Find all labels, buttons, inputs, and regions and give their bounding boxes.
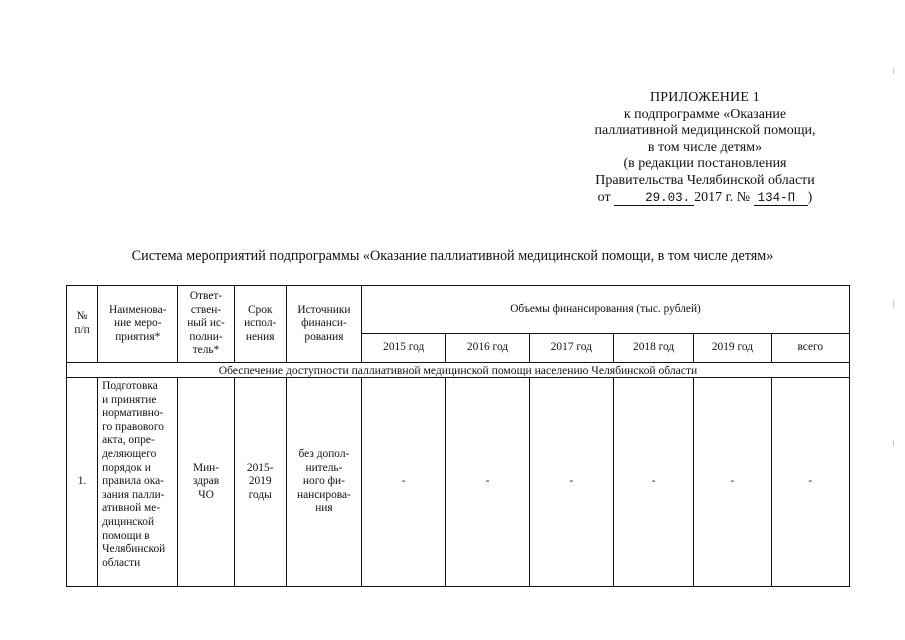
- header-responsible: Ответ- ствен- ный ис- полни- тель*: [178, 286, 234, 363]
- scan-mark: [893, 68, 894, 74]
- row-value-total: -: [771, 378, 849, 587]
- header-no: № п/п: [67, 286, 98, 363]
- appendix-line: (в редакции постановления: [623, 156, 787, 172]
- decree-date: 29.03.: [614, 191, 694, 206]
- document-title: Система мероприятий подпрограммы «Оказание паллиативной медицинской помощи, в том числе детям»: [131, 248, 774, 264]
- header-sources: Источники финанси- рования: [286, 286, 361, 363]
- appendix-line: в том числе детям»: [647, 139, 763, 155]
- decree-year: 2017 г. №: [694, 189, 751, 205]
- row-value-2017: -: [529, 378, 613, 587]
- appendix-line: паллиативной медицинской помощи,: [594, 123, 816, 139]
- header-term: Срок испол- нения: [234, 286, 286, 363]
- row-term: 2015- 2019 годы: [234, 378, 286, 587]
- appendix-date-line: [560, 190, 850, 207]
- header-year: 2018 год: [613, 334, 693, 363]
- section-title: Обеспечение доступности паллиативной медицинской помощи населению Челябинской области: [67, 363, 850, 378]
- row-value-2018: -: [613, 378, 693, 587]
- row-sources: без допол- нитель- ного фи- нансирова- ния: [286, 378, 361, 587]
- header-name: Наименова- ние меро- приятия*: [98, 286, 178, 363]
- header-year: 2016 год: [446, 334, 529, 363]
- header-year: 2017 год: [529, 334, 613, 363]
- date-prefix: от: [597, 189, 611, 205]
- header-total: всего: [771, 334, 849, 363]
- appendix-line: Правительства Челябинской области: [595, 172, 815, 188]
- table-row: [67, 378, 850, 587]
- decree-number: 134-П: [754, 191, 808, 206]
- section-row: [67, 363, 850, 378]
- row-value-2015: -: [362, 378, 446, 587]
- measures-table: [66, 285, 850, 587]
- scan-mark: [893, 300, 894, 308]
- close-paren: ): [807, 189, 813, 205]
- appendix-title: ПРИЛОЖЕНИЕ 1: [649, 90, 761, 105]
- header-row: [67, 286, 850, 334]
- header-year: 2019 год: [694, 334, 771, 363]
- header-funding: Объемы финансирования (тыс. рублей): [362, 286, 850, 334]
- row-value-2016: -: [446, 378, 529, 587]
- header-year: 2015 год: [362, 334, 446, 363]
- scan-mark: [893, 440, 894, 446]
- appendix-line: к подпрограмме «Оказание: [623, 106, 787, 122]
- row-responsible: Мин- здрав ЧО: [178, 378, 234, 587]
- appendix-block: [560, 90, 850, 206]
- row-number: 1.: [67, 378, 98, 587]
- row-measure-name: Подготовка и принятие нормативно- го правового акта, опре- деляющего порядок и правила ока- зания палли- ативной ме- дицинской помощи в Челябинской области: [98, 378, 178, 587]
- row-value-2019: -: [694, 378, 771, 587]
